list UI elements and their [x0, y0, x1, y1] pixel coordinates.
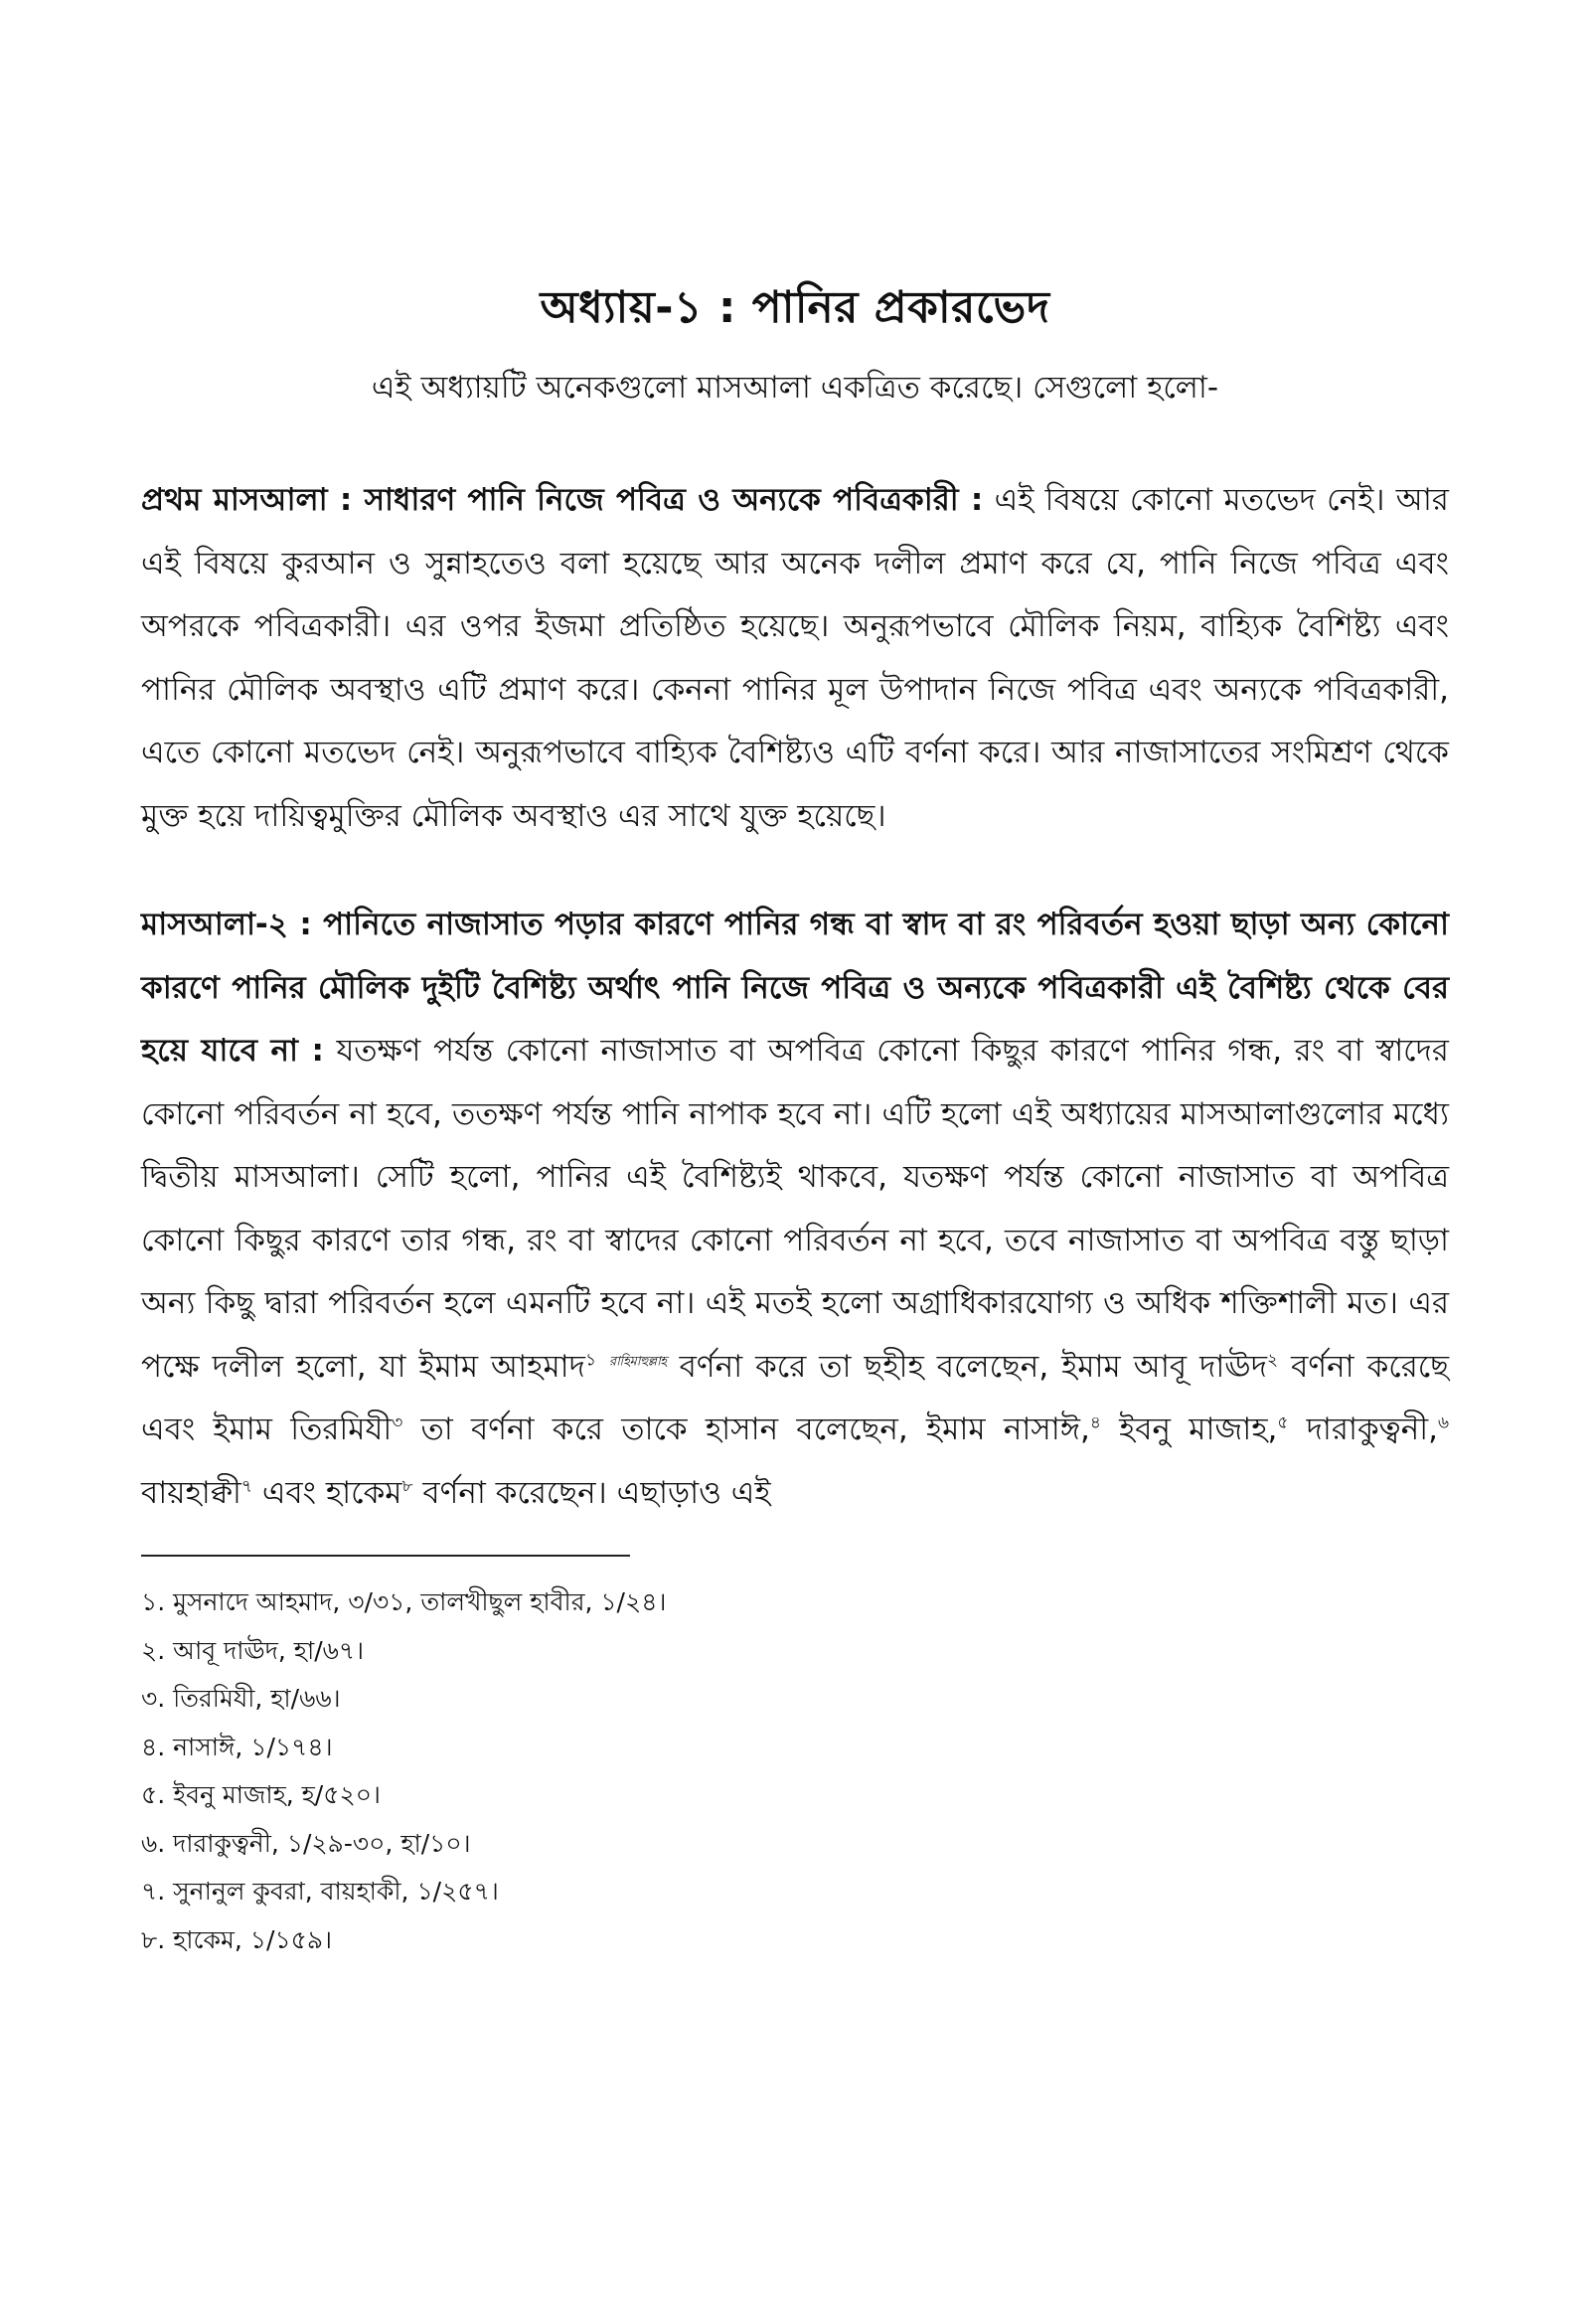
- masala-2-heading: মাসআলা-২ : পানিতে নাজাসাত পড়ার কারণে পানির গন্ধ বা স্বাদ বা রং পরিবর্তন হওয়া ছাড়া অন্য কোনো কারণে পানির মৌলিক দুইটি বৈশিষ্ট্য অর্থাৎ পানি নিজে পবিত্র ও অন্যকে পবিত্রকারী এই বৈশিষ্ট্য থেকে বের হয়ে যাবে না :: [141, 907, 1449, 1069]
- masala-1-body: এই বিষয়ে কোনো মতভেদ নেই। আর এই বিষয়ে কুরআন ও সুন্নাহতেও বলা হয়েছে আর অনেক দলীল প্রমাণ করে যে, পানি নিজে পবিত্র এবং অপরকে পবিত্রকারী। এর ওপর ইজমা প্রতিষ্ঠিত হয়েছে। অনুরূপভাবে মৌলিক নিয়ম, বাহ্যিক বৈশিষ্ট্য এবং পানির মৌলিক অবস্থাও এটি প্রমাণ করে। কেননা পানির মূল উপাদান নিজে পবিত্র এবং অন্যকে পবিত্রকারী, এতে কোনো মতভেদ নেই। অনুরূপভাবে বাহ্যিক বৈশিষ্ট্যও এটি বর্ণনা করে। আর নাজাসাতের সংমিশ্রণ থেকে মুক্ত হয়ে দায়িত্বমুক্তির মৌলিক অবস্থাও এর সাথে যুক্ত হয়েছে।: [141, 482, 1449, 834]
- masala-1-paragraph: [141, 469, 1449, 848]
- masala-2-text-4: তা বর্ণনা করে তাকে হাসান বলেছেন, ইমাম নাসাঈ,: [402, 1411, 1090, 1447]
- footnote-7: ৭. সুনানুল কুবরা, বায়হাকী, ১/২৫৭।: [141, 1877, 499, 1906]
- footnote-ref-8[interactable]: ৮: [401, 1476, 413, 1497]
- footnote-ref-1[interactable]: ১: [584, 1350, 596, 1371]
- footnote-ref-7[interactable]: ৭: [240, 1476, 252, 1497]
- masala-2-paragraph: [141, 894, 1449, 1525]
- masala-2-text-2: বর্ণনা করে তা ছহীহ বলেছেন, ইমাম আবূ দাঊদ: [666, 1348, 1268, 1385]
- footnote-ref-3[interactable]: ৩: [392, 1412, 403, 1433]
- masala-2-body: যতক্ষণ পর্যন্ত কোনো নাজাসাত বা অপবিত্র কোনো কিছুর কারণে পানির গন্ধ, রং বা স্বাদের কোনো পরিবর্তন না হবে, ততক্ষণ পর্যন্ত পানি নাপাক হবে না। এটি হলো এই অধ্যায়ের মাসআলাগুলোর মধ্যে দ্বিতীয় মাসআলা। সেটি হলো, পানির এই বৈশিষ্ট্যই থাকবে, যতক্ষণ পর্যন্ত কোনো নাজাসাত বা অপবিত্র কোনো কিছুর কারণে তার গন্ধ, রং বা স্বাদের কোনো পরিবর্তন না হবে, তবে নাজাসাত বা অপবিত্র বস্তু ছাড়া অন্য কিছু দ্বারা পরিবর্তন হলে এমনটি হবে না। এই মতই হলো অগ্রাধিকারযোগ্য ও অধিক শক্তিশালী মত। এর পক্ষে দলীল হলো, যা ইমাম আহমাদ: [141, 1033, 1449, 1385]
- masala-2-text-3: বর্ণনা করেছে এবং ইমাম তিরমিযী: [141, 1348, 1450, 1447]
- footnotes-list: [141, 1578, 1449, 1964]
- masala-1-heading: প্রথম মাসআলা : সাধারণ পানি নিজে পবিত্র ও অন্যকে পবিত্রকারী :: [141, 482, 984, 518]
- footnote-1: ১. মুসনাদে আহমাদ, ৩/৩১, তালখীছুল হাবীর, ১/২৪।: [141, 1587, 667, 1616]
- footnote-ref-2[interactable]: ২: [1267, 1350, 1279, 1371]
- chapter-title: অধ্যায়-১ : পানির প্রকারভেদ: [540, 282, 1050, 333]
- masala-2-text-8: এবং হাকেম: [251, 1474, 402, 1511]
- footnote-8: ৮. হাকেম, ১/১৫৯।: [141, 1924, 333, 1954]
- masala-2-text-5: ইবনু মাজাহ,: [1100, 1411, 1278, 1447]
- footnote-2: ২. আবূ দাঊদ, হা/৬৭।: [141, 1635, 365, 1665]
- footnote-ref-6[interactable]: ৬: [1437, 1412, 1449, 1433]
- footnote-divider: [141, 1555, 630, 1557]
- chapter-intro: এই অধ্যায়টি অনেকগুলো মাসআলা একত্রিত করেছে। সেগুলো হলো-: [371, 370, 1219, 406]
- masala-2-text-6: দারাকুত্বনী,: [1288, 1411, 1438, 1447]
- honorific-mark: রাহিমাহুল্লাহ: [609, 1354, 667, 1370]
- footnote-ref-4[interactable]: ৪: [1089, 1412, 1101, 1433]
- footnote-5: ৫. ইবনু মাজাহ, হ/৫২০।: [141, 1780, 381, 1809]
- footnote-6: ৬. দারাকুত্বনী, ১/২৯-৩০, হা/১০।: [141, 1828, 471, 1858]
- masala-2-text-9: বর্ণনা করেছেন। এছাড়াও এই: [412, 1474, 771, 1511]
- footnote-ref-5[interactable]: ৫: [1277, 1412, 1289, 1433]
- footnote-3: ৩. তিরমিযী, হা/৬৬।: [141, 1684, 341, 1713]
- masala-2-text-7: বায়হাক্বী: [141, 1474, 241, 1511]
- footnote-4: ৪. নাসাঈ, ১/১৭৪।: [141, 1732, 333, 1761]
